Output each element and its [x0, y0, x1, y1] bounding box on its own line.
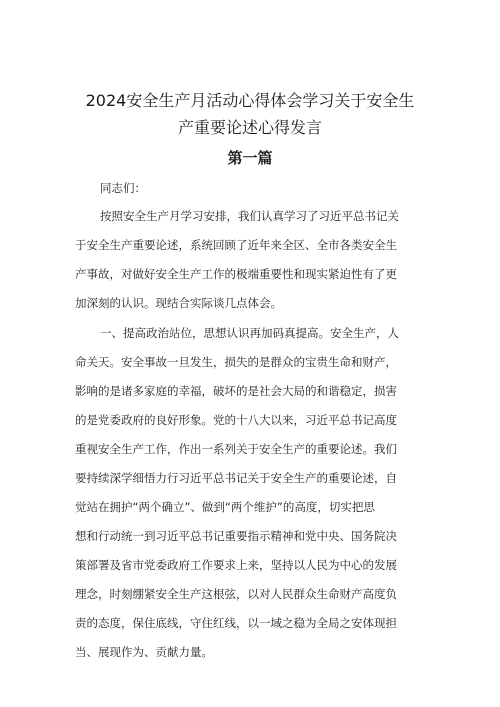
paragraph-line: 加深刻的认识。现结合实际谈几点体会。	[75, 296, 282, 310]
paragraph-line: 当、展现作为、贡献力量。	[75, 645, 213, 659]
paragraph-line: 要持续深学细悟力行习近平总书记关于安全生产的重要论述，自	[75, 471, 397, 485]
paragraph-line: 重视安全生产工作，作出一系列关于安全生产的重要论述。我们	[75, 442, 397, 456]
paragraph-line: 命关天。安全事故一旦发生，损失的是群众的宝贵生命和财产，	[75, 355, 397, 369]
paragraph-line: 按照安全生产月学习安排，我们认真学习了习近平总书记关	[100, 209, 399, 223]
title-line-1: 2024安全生产月活动心得体会学习关于安全生	[85, 91, 415, 110]
paragraph-line: 想和行动统一到习近平总书记重要指示精神和党中央、国务院决	[75, 529, 397, 543]
paragraph-line: 策部署及省市党委政府工作要求上来，坚持以人民为中心的发展	[75, 558, 397, 572]
section-heading: 第一篇	[227, 149, 273, 167]
title-line-2: 产重要论述心得发言	[177, 118, 322, 137]
paragraph-line: 一、提高政治站位，思想认识再加码真提高。安全生产，人	[100, 326, 399, 340]
paragraph-line: 责的态度，保住底线，守住红线，以一域之稳为全局之安体现担	[75, 616, 397, 630]
paragraph-line: 产事故，对做好安全生产工作的极端重要性和现实紧迫性有了更	[75, 267, 397, 281]
paragraph-line: 觉站在拥护“两个确立”、做到“两个维护”的高度，切实把思	[75, 500, 375, 514]
salutation: 同志们：	[100, 181, 146, 195]
document-title	[40, 89, 460, 139]
paragraph-line: 的是党委政府的良好形象。党的十八大以来，习近平总书记高度	[75, 413, 397, 427]
paragraph-line: 于安全生产重要论述，系统回顾了近年来全区、全市各类安全生	[75, 238, 397, 252]
paragraph-line: 理念，时刻绷紧安全生产这根弦，以对人民群众生命财产高度负	[75, 587, 397, 601]
paragraph-line: 影响的是诸多家庭的幸福，破坏的是社会大局的和谐稳定，损害	[75, 384, 397, 398]
